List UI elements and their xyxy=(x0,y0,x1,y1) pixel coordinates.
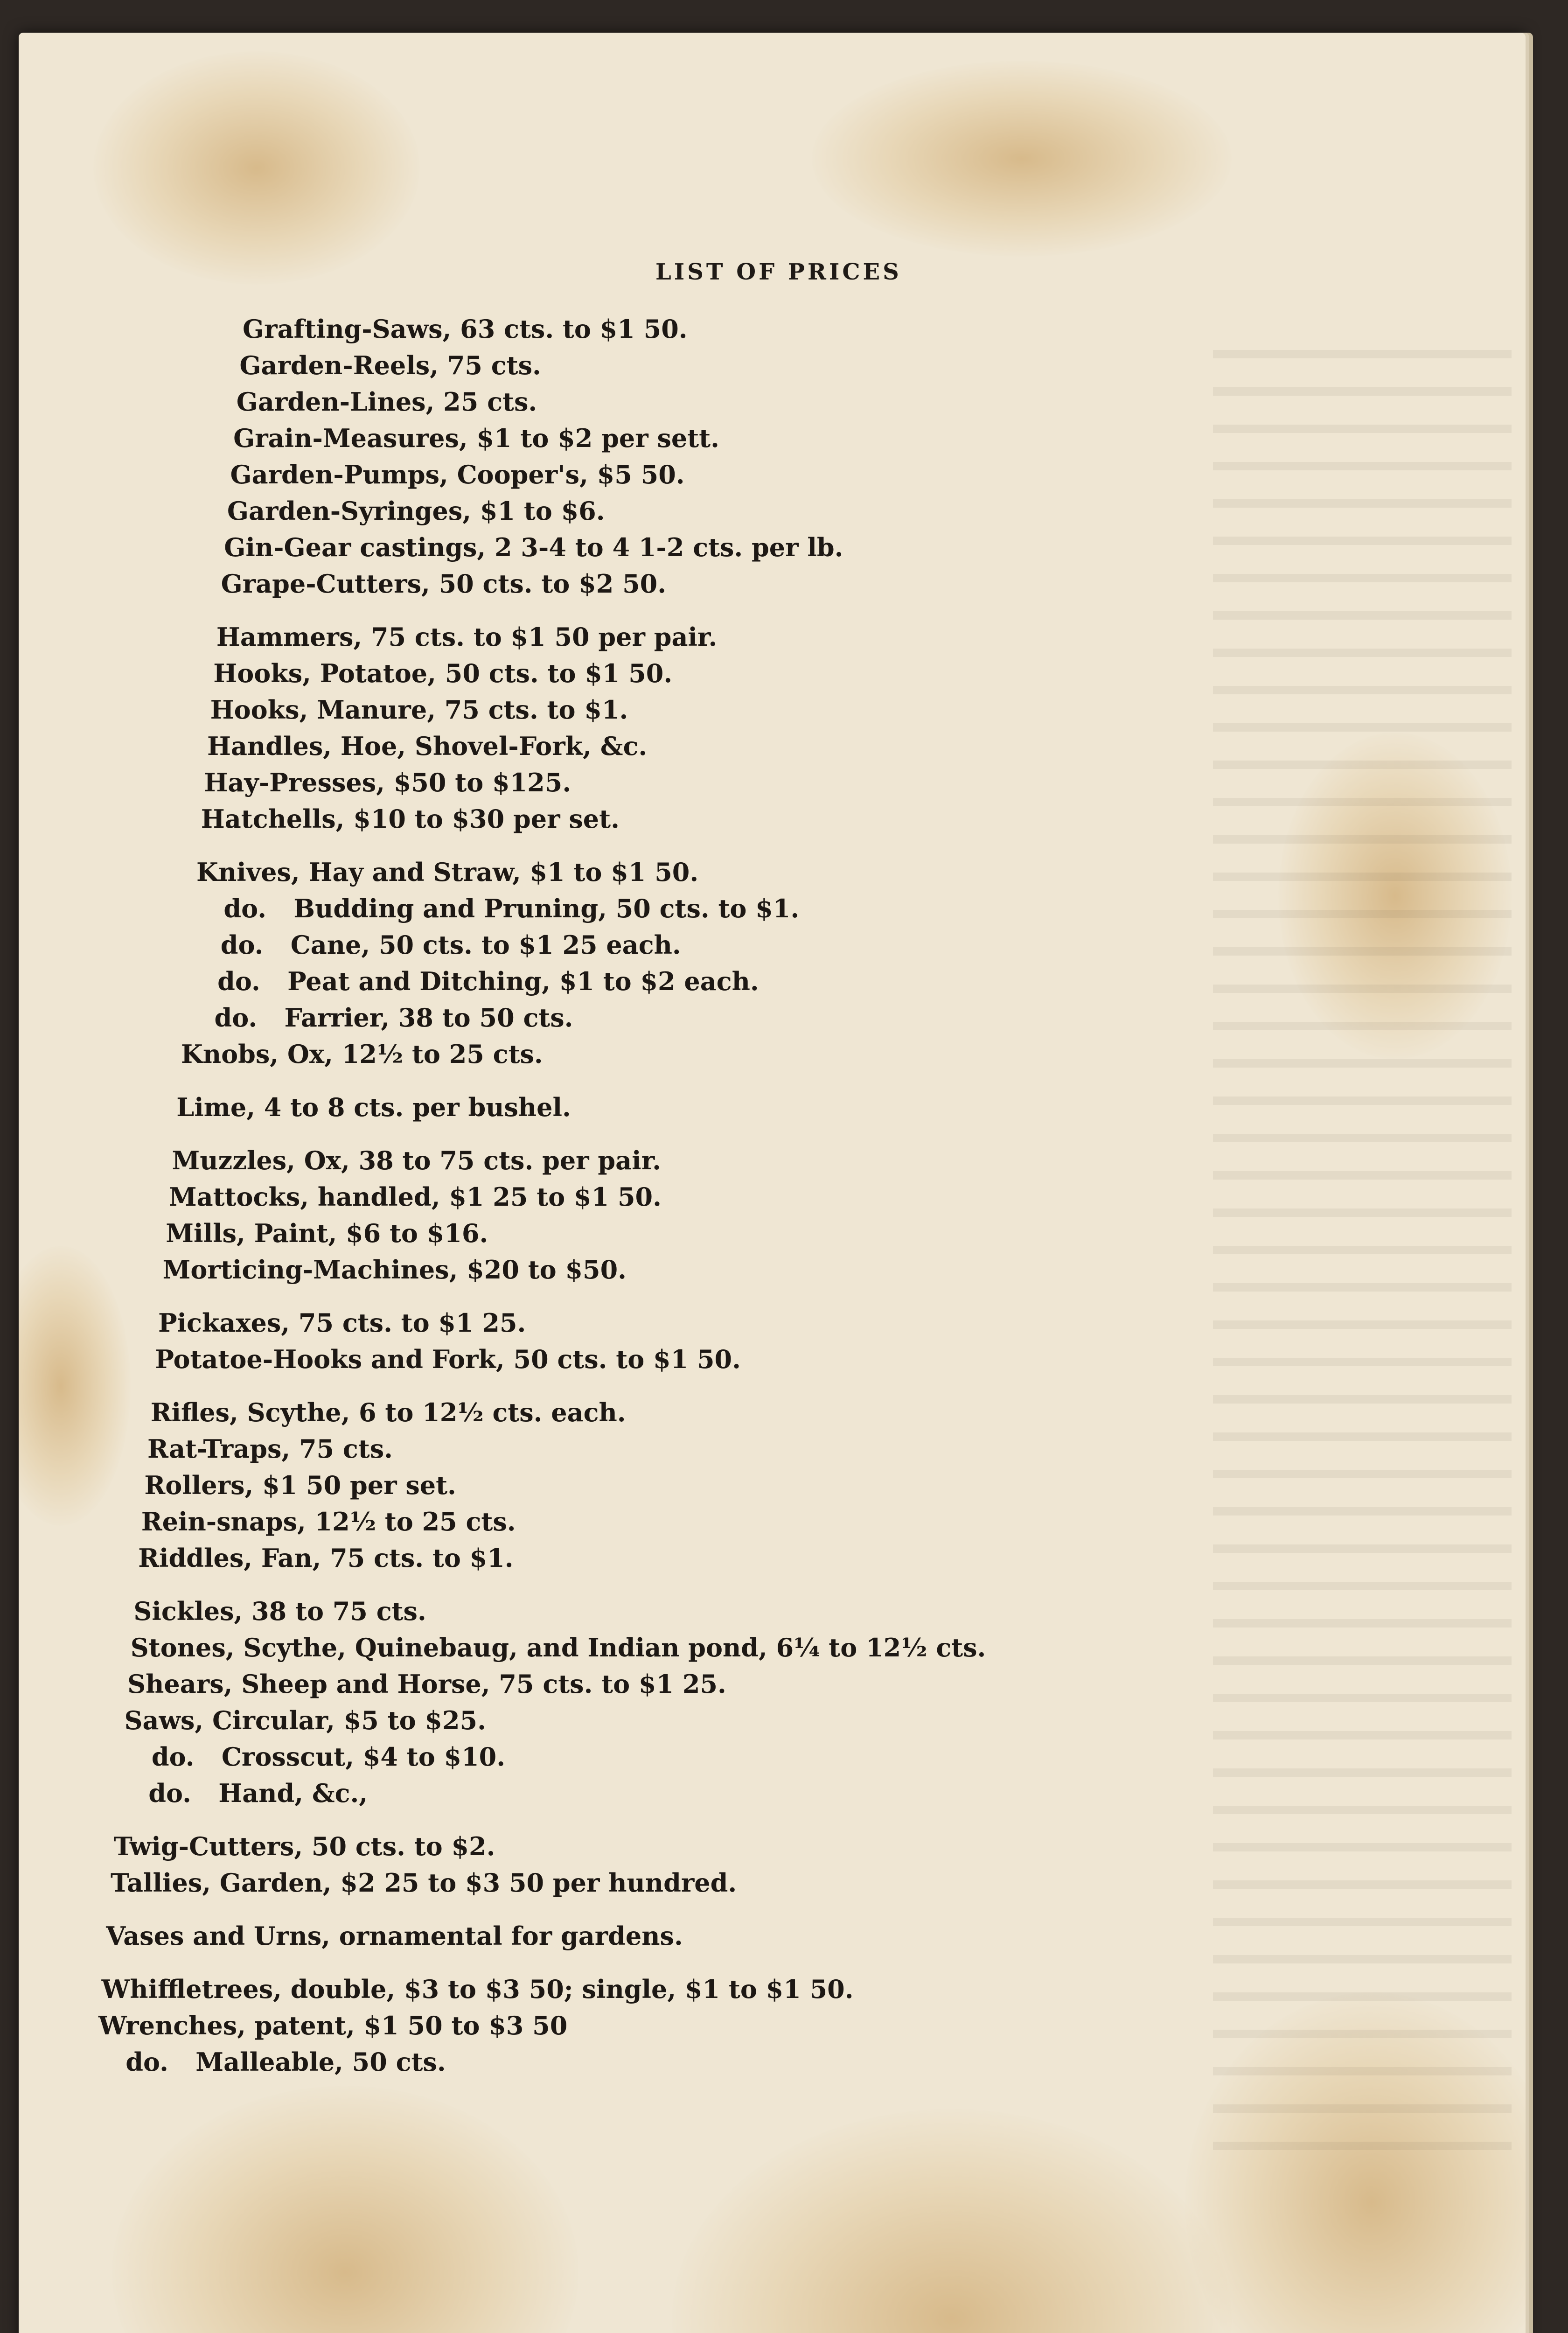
price-line xyxy=(243,315,688,343)
price-line xyxy=(98,2012,567,2040)
price-line xyxy=(127,1670,726,1698)
price-line-text: Stones, Scythe, Quinebaug, and Indian pond, 6¼ to 12½ cts. xyxy=(130,1633,986,1662)
price-line xyxy=(210,696,628,724)
price-line-text: Rat-Traps, 75 cts. xyxy=(147,1434,393,1464)
price-line xyxy=(239,351,541,379)
running-header: LIST OF PRICES xyxy=(655,259,902,285)
price-line-text: Hammers, 75 cts. to $1 50 per pair. xyxy=(216,622,718,652)
price-line-text: Farrier, 38 to 50 cts. xyxy=(284,1003,573,1033)
price-line xyxy=(155,1345,741,1373)
price-line xyxy=(102,1975,854,2003)
price-line-text: Mattocks, handled, $1 25 to $1 50. xyxy=(168,1182,662,1212)
price-line-text: Malleable, 50 cts. xyxy=(195,2047,446,2077)
price-line-text: Twig-Cutters, 50 cts. to $2. xyxy=(113,1831,495,1861)
price-line-text: Saws, Circular, $5 to $25. xyxy=(124,1705,486,1735)
ditto-mark: do. xyxy=(220,930,264,960)
price-line xyxy=(125,1706,486,1734)
price-line xyxy=(138,1544,514,1572)
price-line xyxy=(176,1093,571,1121)
price-line-text: Peat and Ditching, $1 to $2 each. xyxy=(287,966,759,996)
price-line xyxy=(181,1040,543,1068)
price-line-text: Shears, Sheep and Horse, 75 cts. to $1 25. xyxy=(127,1669,726,1699)
price-line xyxy=(166,1219,488,1247)
price-line-text: Sickles, 38 to 75 cts. xyxy=(133,1596,426,1626)
price-line xyxy=(221,570,666,598)
price-line-text: Gin-Gear castings, 2 3-4 to 4 1-2 cts. per lb. xyxy=(224,532,843,562)
price-line xyxy=(141,1508,516,1536)
price-line-text: Riddles, Fan, 75 cts. to $1. xyxy=(138,1543,514,1573)
price-line xyxy=(152,1743,505,1771)
price-line xyxy=(148,1779,368,1807)
price-line xyxy=(172,1146,661,1174)
price-line-text: Hooks, Potatoe, 50 cts. to $1 50. xyxy=(213,658,673,688)
price-line xyxy=(215,1004,573,1032)
price-line-text: Rein-snaps, 12½ to 25 cts. xyxy=(141,1507,516,1537)
price-line-text: Tallies, Garden, $2 25 to $3 50 per hundred. xyxy=(110,1868,737,1898)
price-line xyxy=(237,388,537,416)
price-line xyxy=(169,1183,662,1211)
price-line xyxy=(216,623,717,651)
price-line-text: Budding and Pruning, 50 cts. to $1. xyxy=(293,894,800,923)
price-line-text: Grape-Cutters, 50 cts. to $2 50. xyxy=(221,569,667,599)
price-line-text: Whiffletrees, double, $3 to $3 50; single, $1 to $1 50. xyxy=(101,1974,854,2004)
price-line-text: Garden-Syringes, $1 to $6. xyxy=(227,496,605,526)
price-line xyxy=(204,768,571,796)
price-line xyxy=(106,1922,683,1950)
price-line-text: Muzzles, Ox, 38 to 75 cts. per pair. xyxy=(172,1146,661,1175)
price-line xyxy=(131,1634,986,1662)
price-line xyxy=(223,894,799,922)
price-line-text: Garden-Lines, 25 cts. xyxy=(236,387,537,417)
price-line-text: Morticing-Machines, $20 to $50. xyxy=(162,1255,627,1285)
price-line xyxy=(158,1309,526,1337)
price-line-text: Grain-Measures, $1 to $2 per sett. xyxy=(233,423,719,453)
price-list xyxy=(19,33,1526,2333)
price-line-text: Lime, 4 to 8 cts. per bushel. xyxy=(176,1092,571,1122)
price-line-text: Vases and Urns, ornamental for gardens. xyxy=(106,1921,683,1951)
price-line xyxy=(163,1256,627,1284)
price-line xyxy=(196,858,698,886)
price-line-text: Hand, &c., xyxy=(218,1778,368,1808)
price-line xyxy=(230,461,684,489)
price-line-text: Grafting-Saws, 63 cts. to $1 50. xyxy=(243,314,688,344)
price-line xyxy=(224,533,843,561)
price-line-text: Cane, 50 cts. to $1 25 each. xyxy=(290,930,681,960)
price-line-text: Mills, Paint, $6 to $16. xyxy=(166,1218,488,1248)
price-line-text: Rifles, Scythe, 6 to 12½ cts. each. xyxy=(150,1397,626,1427)
price-line xyxy=(144,1471,456,1499)
ditto-mark: do. xyxy=(151,1742,195,1772)
price-line xyxy=(233,424,719,452)
price-line xyxy=(227,497,605,525)
price-line-text: Hooks, Manure, 75 cts. to $1. xyxy=(210,695,628,725)
price-line-text: Hatchells, $10 to $30 per set. xyxy=(201,804,620,834)
price-line xyxy=(114,1832,495,1860)
price-line xyxy=(133,1597,426,1625)
book-page xyxy=(19,33,1526,2333)
price-line xyxy=(217,967,759,995)
ditto-mark: do. xyxy=(223,894,267,923)
price-line-text: Crosscut, $4 to $10. xyxy=(221,1742,506,1772)
price-line-text: Garden-Pumps, Cooper's, $5 50. xyxy=(230,460,685,489)
price-line xyxy=(207,732,647,760)
price-line-text: Wrenches, patent, $1 50 to $3 50 xyxy=(98,2011,568,2040)
price-line-text: Potatoe-Hooks and Fork, 50 cts. to $1 50. xyxy=(155,1344,741,1374)
price-line-text: Handles, Hoe, Shovel-Fork, &c. xyxy=(207,731,648,761)
ditto-mark: do. xyxy=(217,966,260,996)
ditto-mark: do. xyxy=(148,1778,191,1808)
price-line xyxy=(213,659,672,687)
price-line-text: Garden-Reels, 75 cts. xyxy=(239,350,541,380)
ditto-mark: do. xyxy=(125,2047,168,2077)
ditto-mark: do. xyxy=(214,1003,258,1033)
price-line-text: Knives, Hay and Straw, $1 to $1 50. xyxy=(196,857,699,887)
price-line-text: Pickaxes, 75 cts. to $1 25. xyxy=(158,1308,526,1338)
price-line-text: Knobs, Ox, 12½ to 25 cts. xyxy=(181,1039,543,1069)
price-line xyxy=(111,1869,737,1897)
price-line xyxy=(147,1435,393,1463)
price-line xyxy=(125,2048,446,2076)
price-line-text: Rollers, $1 50 per set. xyxy=(144,1470,456,1500)
price-line xyxy=(201,805,620,833)
price-line xyxy=(151,1398,626,1426)
price-line-text: Hay-Presses, $50 to $125. xyxy=(204,768,571,797)
price-line xyxy=(221,931,681,959)
